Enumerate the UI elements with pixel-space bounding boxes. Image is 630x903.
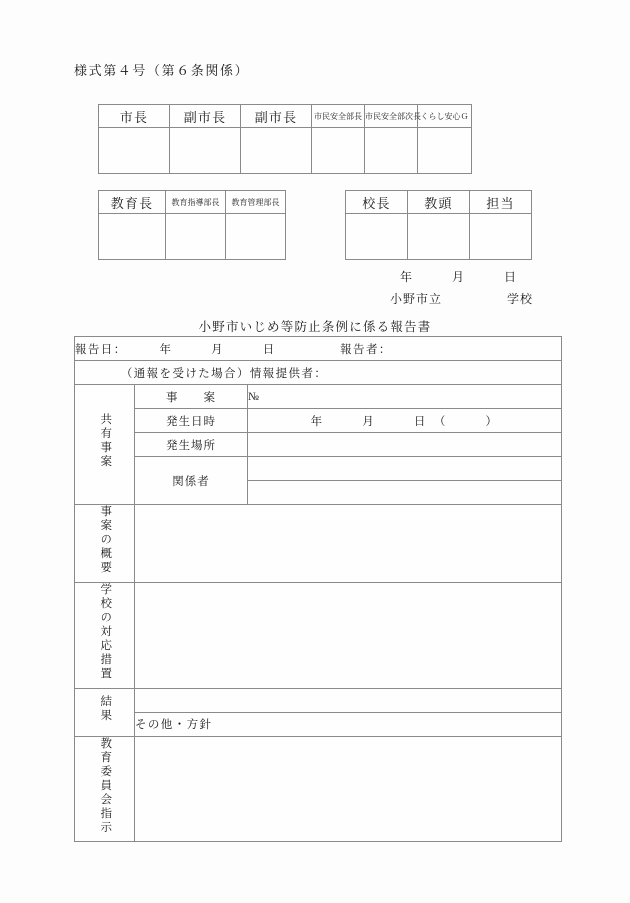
related-persons-field-line-2[interactable]: [248, 481, 562, 505]
occurrence-datetime-field[interactable]: 年 月 日 （ ）: [248, 409, 562, 433]
stamp-header-guidance-dept-chief: 教育指導部長: [166, 191, 226, 214]
shared-case-label: 共有事案: [75, 385, 135, 505]
education-officials-stamp-table: [98, 190, 286, 260]
school-response-field[interactable]: [135, 582, 562, 688]
report-header-row-2: [75, 361, 562, 385]
stamp-header-principal: 校長: [346, 191, 408, 214]
case-number-field[interactable]: №: [248, 385, 562, 409]
report-date-and-reporter[interactable]: 報告日： 年 月 日 報告者：: [75, 337, 562, 361]
occurrence-datetime-label: 発生日時: [135, 409, 248, 433]
stamp-header-superintendent: 教育長: [99, 191, 166, 214]
stamp-header-vice-principal: 教頭: [408, 191, 470, 214]
stamp-cell-safety-dept-chief[interactable]: [312, 128, 365, 174]
stamp-cell-city-mayor[interactable]: [99, 128, 170, 174]
stamp-cell-superintendent[interactable]: [99, 214, 166, 260]
case-summary-label: 事案の概要: [75, 505, 135, 583]
result-row-1: [75, 688, 562, 712]
stamp-cell-kurashi-anshin-group[interactable]: [418, 128, 472, 174]
stamp-header-kurashi-anshin-group: くらし安心Ｇ: [418, 105, 472, 128]
stamp-cell-principal[interactable]: [346, 214, 408, 260]
date-line: 年 月 日: [400, 270, 518, 284]
other-policy-label[interactable]: その他・方針: [135, 712, 562, 736]
school-name-line: 小野市立 学校: [390, 292, 534, 306]
occurrence-place-field[interactable]: [248, 433, 562, 457]
board-instruction-field[interactable]: [135, 736, 562, 842]
stamp-header-safety-dept-deputy: 市民安全部次長: [365, 105, 418, 128]
stamp-cell-person-in-charge[interactable]: [470, 214, 532, 260]
shared-case-row-related-persons-1: [75, 457, 562, 481]
case-summary-field[interactable]: [135, 505, 562, 583]
stamp-header-deputy-mayor-2: 副市長: [241, 105, 312, 128]
document-title: 小野市いじめ等防止条例に係る報告書: [198, 320, 432, 334]
result-label: 結果: [75, 688, 135, 736]
stamp-cell-guidance-dept-chief[interactable]: [166, 214, 226, 260]
board-instruction-row: [75, 736, 562, 842]
stamp-cell-vice-principal[interactable]: [408, 214, 470, 260]
stamp-header-city-mayor: 市長: [99, 105, 170, 128]
shared-case-row-case-number: [75, 385, 562, 409]
stamp-header-deputy-mayor-1: 副市長: [170, 105, 241, 128]
stamp-cell-management-dept-chief[interactable]: [226, 214, 286, 260]
information-provider-line[interactable]: （通報を受けた場合）情報提供者：: [75, 361, 562, 385]
shared-case-row-occurrence-datetime: [75, 409, 562, 433]
shared-case-row-occurrence-place: [75, 433, 562, 457]
stamp-cell-deputy-mayor-2[interactable]: [241, 128, 312, 174]
occurrence-place-label: 発生場所: [135, 433, 248, 457]
stamp-cell-deputy-mayor-1[interactable]: [170, 128, 241, 174]
stamp-header-safety-dept-chief: 市民安全部長: [312, 105, 365, 128]
case-summary-row: [75, 505, 562, 583]
school-response-row: [75, 582, 562, 688]
report-table: [74, 336, 562, 842]
board-instruction-label: 教育委員会指示: [75, 736, 135, 842]
school-response-label: 学校の対応措置: [75, 582, 135, 688]
stamp-header-person-in-charge: 担当: [470, 191, 532, 214]
stamp-header-management-dept-chief: 教育管理部長: [226, 191, 286, 214]
stamp-cell-safety-dept-deputy[interactable]: [365, 128, 418, 174]
form-number-heading: 様式第４号（第６条関係）: [74, 63, 250, 78]
related-persons-label: 関係者: [135, 457, 248, 505]
report-header-row-1: [75, 337, 562, 361]
city-officials-stamp-table: [98, 104, 472, 174]
result-field[interactable]: [135, 688, 562, 712]
school-officials-stamp-table: [345, 190, 532, 260]
related-persons-field-line-1[interactable]: [248, 457, 562, 481]
case-label: 事 案: [135, 385, 248, 409]
result-row-2: [75, 712, 562, 736]
